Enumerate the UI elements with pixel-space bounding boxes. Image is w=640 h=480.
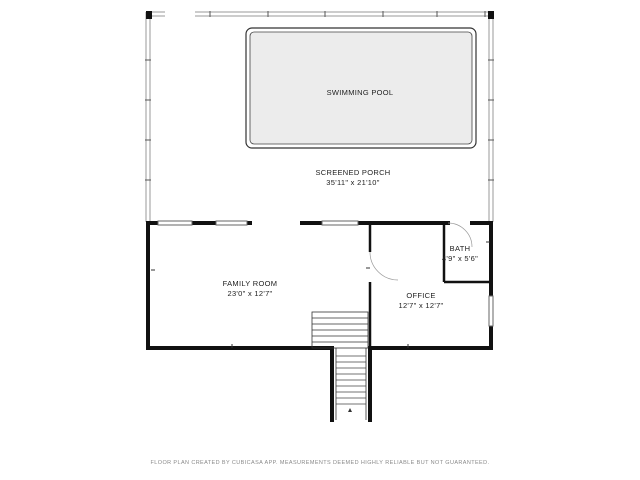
family-room-name: FAMILY ROOM <box>222 279 278 288</box>
porch-dimensions: 35'11" x 21'10" <box>326 178 380 187</box>
office-dimensions: 12'7" x 12'7" <box>398 301 444 310</box>
stair-direction-arrow-icon <box>348 408 352 412</box>
office-name: OFFICE <box>406 291 436 300</box>
interior-walls <box>370 223 491 348</box>
bath-label <box>430 244 490 264</box>
porch-corner-post <box>146 11 152 19</box>
floor-plan-disclaimer: FLOOR PLAN CREATED BY CUBICASA APP. MEASUREMENTS DEEMED HIGHLY RELIABLE BUT NOT GUARANTEED. <box>150 460 490 466</box>
office-label <box>376 291 466 311</box>
bath-name: BATH <box>449 244 471 253</box>
porch-label <box>293 168 413 188</box>
pool-label <box>300 88 420 98</box>
porch-corner-post <box>488 11 494 19</box>
pool-name: SWIMMING POOL <box>326 88 394 97</box>
porch-name: SCREENED PORCH <box>315 168 391 177</box>
family-room-label <box>190 279 310 299</box>
family-room-dimensions: 23'0" x 12'7" <box>227 289 273 298</box>
stair-treads <box>336 356 366 404</box>
bath-dimensions: 4'9" x 5'6" <box>441 254 479 263</box>
